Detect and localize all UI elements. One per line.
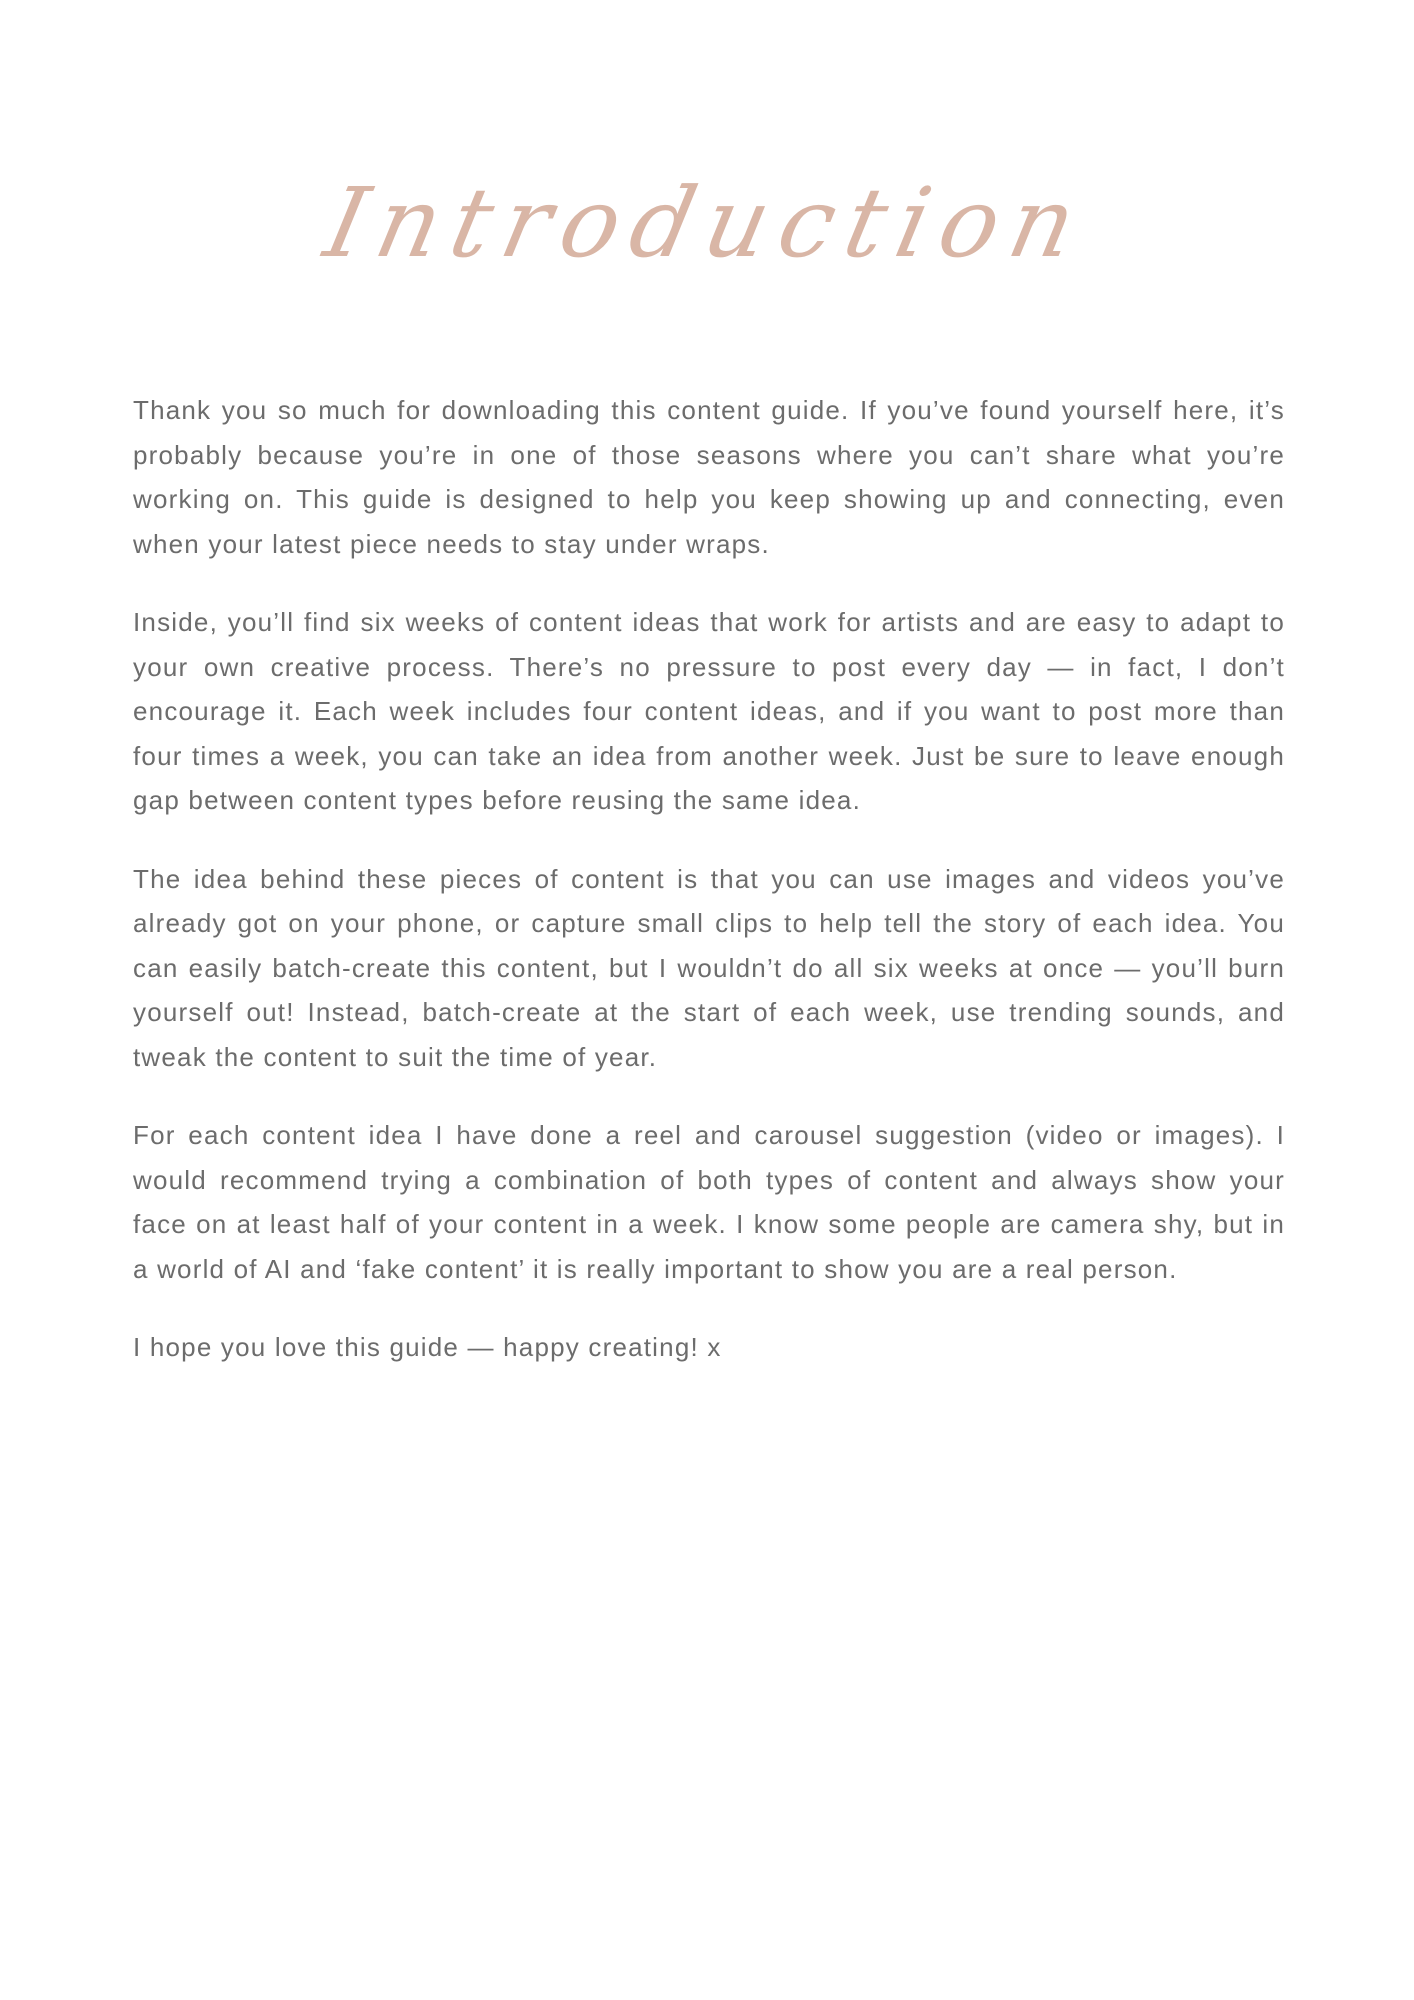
intro-text bbox=[133, 388, 1285, 1370]
intro-closing-line: I hope you love this guide — happy creating! x bbox=[133, 1332, 722, 1362]
intro-paragraph-3: The idea behind these pieces of content is that you can use images and videos you’ve already got on your phone, or capture small clips to help tell the story of each idea. You can easily batch-create this content, but I wouldn’t do all six weeks at once — you’ll burn yourself out! Instead, batch-create at the start of each week, use trending sounds, and tweak the content to suit the time of year. bbox=[133, 863, 1285, 1072]
intro-paragraph-1: Thank you so much for downloading this content guide. If you’ve found yourself here, it’s probably because you’re in one of those seasons where you can’t share what you’re working on. This guide is designed to help you keep showing up and connecting, even when your latest piece needs to stay under wraps. bbox=[133, 395, 1285, 559]
intro-paragraph-4: For each content idea I have done a reel and carousel suggestion (video or images). I would recommend trying a combination of both types of content and always show your face on at least half of your content in a week. I know some people are camera shy, but in a world of AI and ‘fake content’ it is really important to show you are a real person. bbox=[133, 1120, 1285, 1284]
intro-paragraph-2: Inside, you’ll find six weeks of content ideas that work for artists and are easy to adapt to your own creative process. There’s no pressure to post every day — in fact, I don’t encourage it. Each week includes four content ideas, and if you want to post more than four times a week, you can take an idea from another week. Just be sure to leave enough gap between content types before reusing the same idea. bbox=[133, 607, 1285, 815]
title-container bbox=[0, 128, 1414, 318]
page-title: Introduction bbox=[316, 167, 1098, 279]
